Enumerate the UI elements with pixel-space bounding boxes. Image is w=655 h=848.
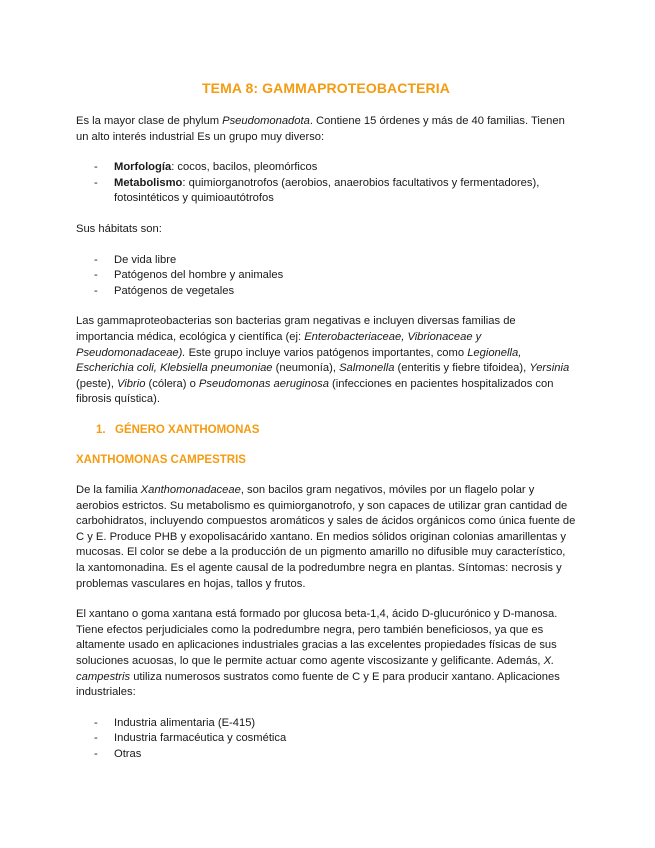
gamma-pathogen: Pseudomonas aeruginosa bbox=[198, 377, 329, 390]
gamma-text: Este grupo incluye varios patógenos importantes, como bbox=[185, 346, 468, 359]
applications-list bbox=[76, 716, 576, 763]
gamma-pathogen: Salmonella bbox=[339, 362, 395, 375]
gamma-text: (peste), bbox=[76, 377, 118, 390]
section-heading bbox=[76, 423, 576, 439]
xanthomonas-paragraph-1 bbox=[76, 483, 576, 592]
intro-paragraph bbox=[76, 114, 576, 145]
list-item: - De vida libre bbox=[76, 253, 576, 269]
gamma-families: Enterobacteriaceae, Vibrionaceae y Pseudomonadaceae). bbox=[76, 330, 482, 359]
list-item: - Otras bbox=[76, 747, 576, 763]
features-list bbox=[76, 160, 576, 207]
xc-text: , son bacilos gram negativos, móviles por un flagelo polar y aerobios estrictos. Su metabolismo es quimiorganotrofo, y son capaces de utilizar gran cantidad de carbohidratos, incluyendo compuestos aromáticos y sales de ácidos orgánicos como única fuente de C y E. Produce PHB y exopolisacárido xantano. En medios sólidos originan colonias amarillentas y mucosas. El color se debe a la producción de un pigmento amarillo no difusible muy característico, la xantomonadina. Es el agente causal de la podredumbre negra en plantas. Síntomas: necrosis y problemas vasculares en hojas, tallos y frutos. bbox=[76, 484, 576, 590]
gamma-text: (cólera) o bbox=[145, 377, 199, 390]
intro-phylum: Pseudomonadota bbox=[222, 115, 310, 127]
list-item: - Patógenos de vegetales bbox=[76, 284, 576, 300]
gamma-text: (infecciones en pacientes hospitalizados con fibrosis quística). bbox=[76, 377, 554, 406]
list-item bbox=[76, 176, 576, 207]
gamma-pathogen: Yersinia bbox=[529, 362, 570, 375]
subsection-heading: XANTHOMONAS CAMPESTRIS bbox=[76, 453, 246, 466]
document-page bbox=[76, 76, 576, 778]
xc-text: De la familia bbox=[76, 484, 141, 497]
list-item: - Patógenos del hombre y animales bbox=[76, 268, 576, 284]
gamma-pathogen: Vibrio bbox=[117, 377, 146, 390]
feature-term: Metabolismo bbox=[114, 176, 183, 189]
page-title: TEMA 8: GAMMAPROTEOBACTERIA bbox=[202, 80, 450, 96]
intro-text-2: . Contiene 15 órdenes y más de 40 familias. Tienen un alto interés industrial Es un grupo muy diverso: bbox=[76, 115, 565, 143]
list-item bbox=[76, 160, 576, 176]
gamma-paragraph bbox=[76, 314, 576, 408]
xc-text: El xantano o goma xantana está formado por glucosa beta-1,4, ácido D-glucurónico y D-manosa. Tiene efectos perjudiciales como la podredumbre negra, pero también beneficiosos, ya que es altamente usado en aplicaciones industriales gracias a las excelentes propiedades físicas de sus soluciones acuosas, lo que le permite actuar como agente viscosizante y gelificante. Además, bbox=[76, 608, 558, 668]
intro-text: Es la mayor clase de phylum bbox=[76, 115, 223, 127]
gamma-text: Las gammaproteobacterias son bacterias gram negativas e incluyen diversas familias de importancia médica, ecológica y científica (ej: bbox=[76, 315, 516, 343]
feature-text: : quimiorganotrofos (aerobios, anaerobios facultativos y fermentadores), fotosintéticos y quimioautótrofos bbox=[114, 176, 540, 205]
section-title: GÉNERO XANTHOMONAS bbox=[115, 423, 260, 436]
xc-family: Xanthomonadaceae bbox=[140, 484, 241, 497]
feature-term: Morfología bbox=[114, 161, 172, 174]
gamma-text: (neumonía), bbox=[272, 362, 340, 375]
xc-species: X. campestris bbox=[76, 655, 555, 683]
list-item: - Industria farmacéutica y cosmética bbox=[76, 731, 576, 747]
list-item: - Industria alimentaria (E-415) bbox=[76, 716, 576, 732]
habitats-list bbox=[76, 253, 576, 300]
section-number: 1. bbox=[96, 423, 106, 436]
gamma-pathogens: Legionella, Escherichia coli, Klebsiella pneumoniae bbox=[76, 346, 522, 375]
habitats-intro: Sus hábitats son: bbox=[76, 222, 162, 235]
xc-text: utiliza numerosos sustratos como fuente de C y E para producir xantano. Aplicaciones industriales: bbox=[76, 670, 560, 699]
gamma-text: (enteritis y fiebre tifoidea), bbox=[394, 362, 530, 375]
feature-text: : cocos, bacilos, pleomórficos bbox=[171, 161, 318, 174]
xanthomonas-paragraph-2 bbox=[76, 607, 576, 701]
